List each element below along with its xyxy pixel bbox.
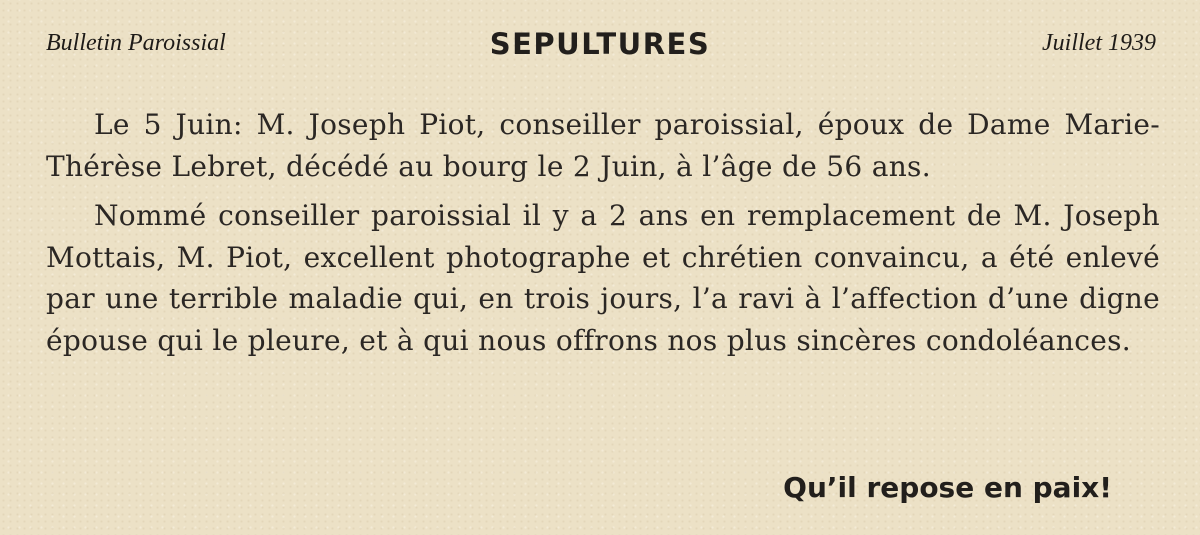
- paragraph-tribute: Nommé conseiller paroissial il y a 2 ans en remplacement de M. Joseph Mottais, M. Piot, excellent photographe et chrétien convaincu, a été enlevé par une terrible maladie qui, en trois jours, l’a ravi à l’affection d’une digne épouse qui le pleure, et à qui nous offrons nos plus sincères condoléances.: [46, 199, 1160, 357]
- section-title: SEPULTURES: [489, 27, 711, 61]
- publication-date: Juillet 1939: [1042, 30, 1156, 56]
- obituary-text: [46, 104, 1160, 361]
- publication-name: Bulletin Paroissial: [46, 30, 226, 56]
- closing-line: Qu’il repose en paix!: [783, 471, 1112, 504]
- paragraph-announcement: Le 5 Juin: M. Joseph Piot, conseiller paroissial, époux de Dame Marie-Thérèse Lebret, décédé au bourg le 2 Juin, à l’âge de 56 ans.: [46, 108, 1160, 183]
